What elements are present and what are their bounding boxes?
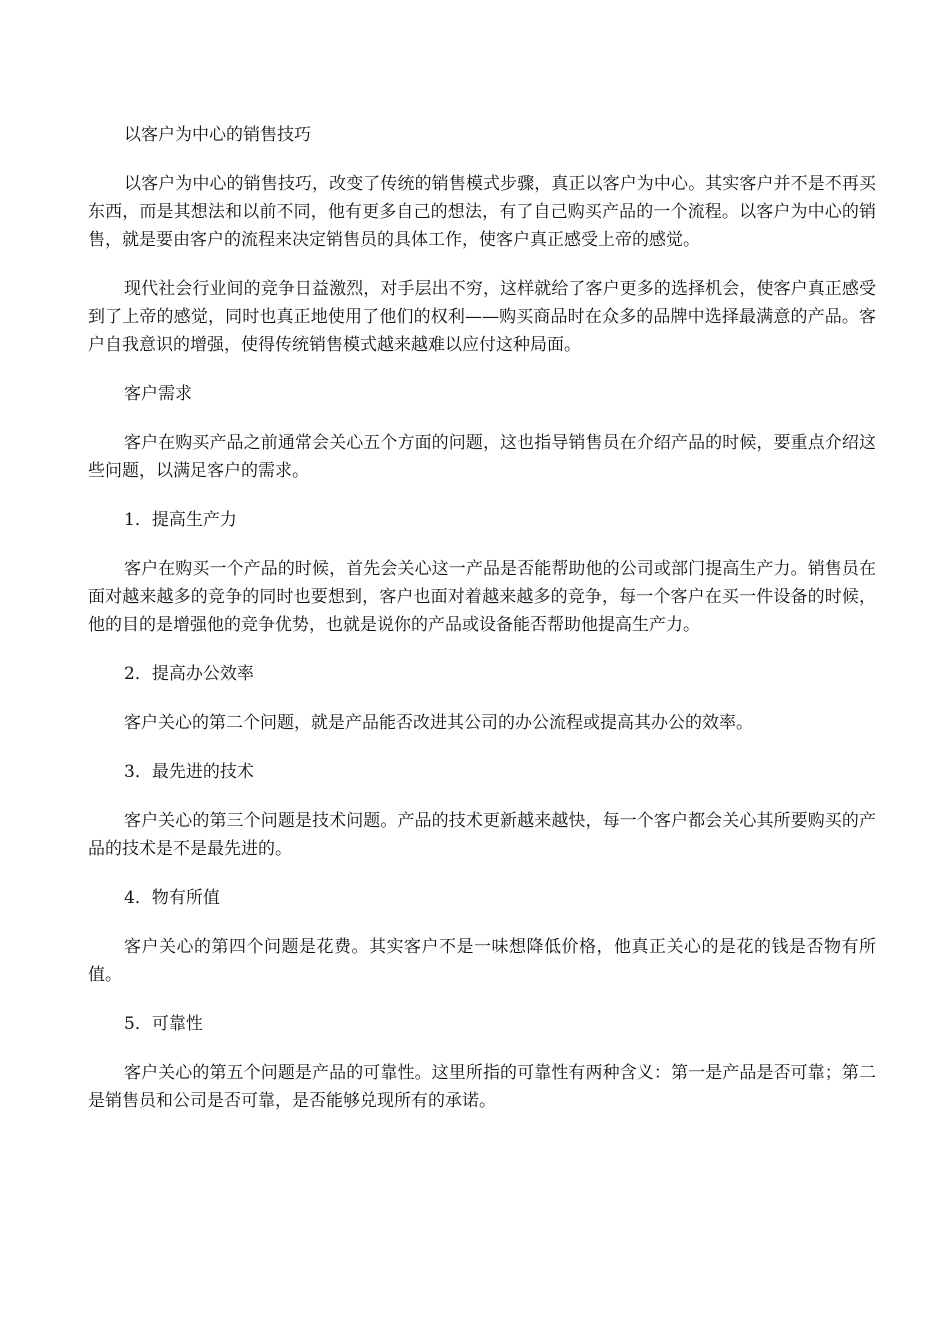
item-heading-2: 2．提高办公效率 [124, 664, 254, 684]
item-paragraph-3: 客户关心的第三个问题是技术问题。产品的技术更新越来越快，每一个客户都会关心其所要购买的产品的技术是不是最先进的。 [88, 811, 876, 859]
item-paragraph-1: 客户在购买一个产品的时候，首先会关心这一产品是否能帮助他的公司或部门提高生产力。销售员在面对越来越多的竞争的同时也要想到，客户也面对着越来越多的竞争，每一个客户在买一件设备的时候，他的目的是增强他的竞争优势，也就是说你的产品或设备能否帮助他提高生产力。 [88, 559, 876, 635]
doc-title: 以客户为中心的销售技巧 [124, 125, 311, 145]
item-heading-1: 1．提高生产力 [124, 510, 237, 530]
item-heading-4: 4．物有所值 [124, 888, 220, 908]
item-heading-3: 3．最先进的技术 [124, 762, 254, 782]
item-paragraph-5: 客户关心的第五个问题是产品的可靠性。这里所指的可靠性有两种含义：第一是产品是否可靠；第二是销售员和公司是否可靠，是否能够兑现所有的承诺。 [88, 1063, 876, 1111]
item-paragraph-4: 客户关心的第四个问题是花费。其实客户不是一味想降低价格，他真正关心的是花的钱是否物有所值。 [88, 937, 876, 985]
item-heading-5: 5．可靠性 [124, 1014, 203, 1034]
customer-needs-paragraph: 客户在购买产品之前通常会关心五个方面的问题，这也指导销售员在介绍产品的时候，要重点介绍这些问题，以满足客户的需求。 [88, 433, 876, 481]
intro-paragraph-1: 以客户为中心的销售技巧，改变了传统的销售模式步骤，真正以客户为中心。其实客户并不是不再买东西，而是其想法和以前不同，他有更多自己的想法，有了自己购买产品的一个流程。以客户为中心的销售，就是要由客户的流程来决定销售员的具体工作，使客户真正感受上帝的感觉。 [88, 174, 876, 250]
intro-paragraph-2: 现代社会行业间的竞争日益激烈，对手层出不穷，这样就给了客户更多的选择机会，使客户真正感受到了上帝的感觉，同时也真正地使用了他们的权利——购买商品时在众多的品牌中选择最满意的产品。客户自我意识的增强，使得传统销售模式越来越难以应付这种局面。 [88, 279, 876, 355]
item-paragraph-2: 客户关心的第二个问题，就是产品能否改进其公司的办公流程或提高其办公的效率。 [124, 713, 753, 733]
section-heading-customer-needs: 客户需求 [124, 384, 192, 404]
document-page [88, 121, 876, 1136]
